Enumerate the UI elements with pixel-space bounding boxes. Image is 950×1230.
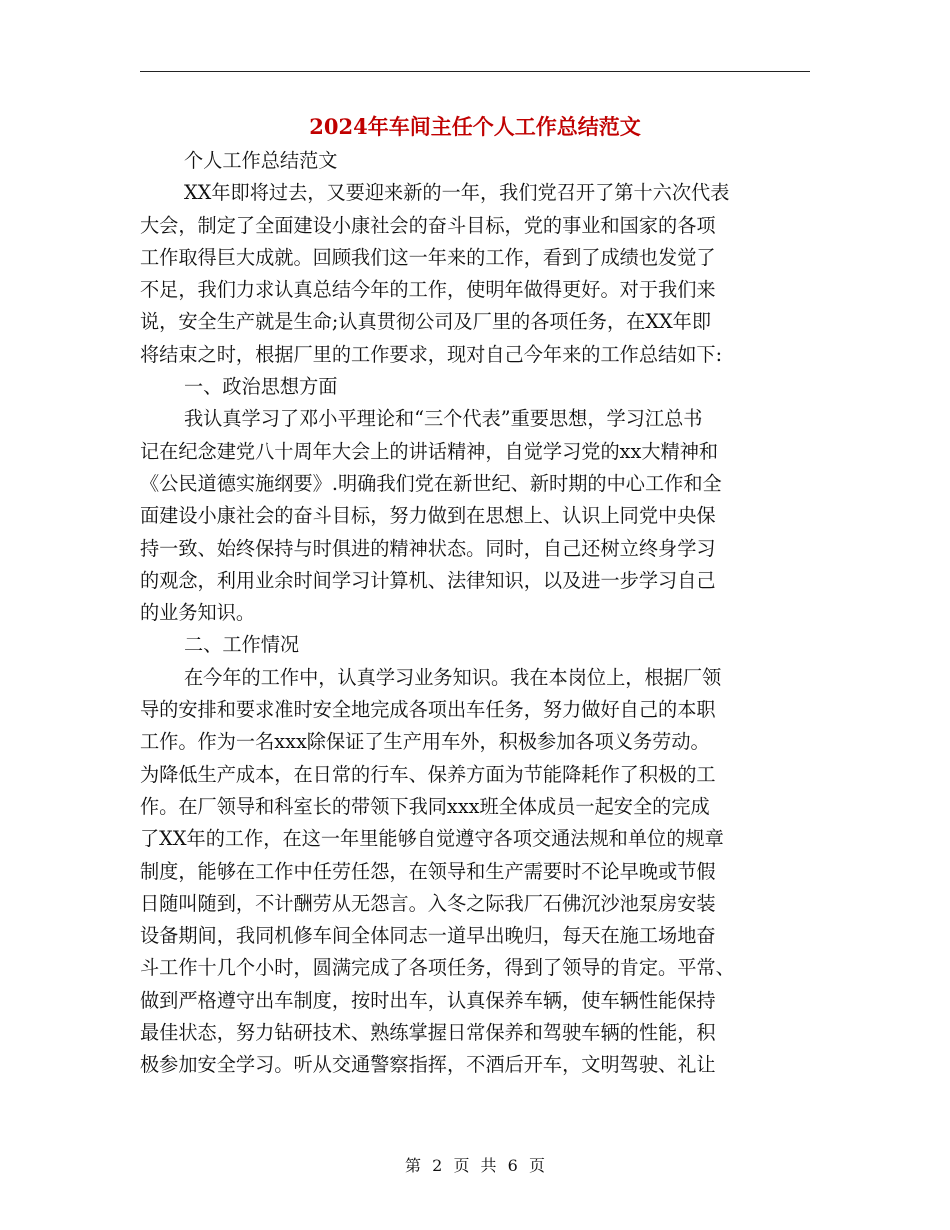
- paragraph-line: 日随叫随到，不计酬劳从无怨言。入冬之际我厂石佛沉沙池泵房安装: [140, 891, 716, 915]
- paragraph-line: 做到严格遵守出车制度，按时出车，认真保养车辆，使车辆性能保持: [140, 988, 716, 1012]
- document-title: 2024年车间主任个人工作总结范文: [309, 114, 641, 139]
- paragraph-line: 说，安全生产就是生命;认真贯彻公司及厂里的各项任务，在XX年即: [140, 310, 712, 334]
- paragraph-line: 为降低生产成本，在日常的行车、保养方面为节能降耗作了积极的工: [140, 762, 716, 786]
- paragraph-line: 的观念，利用业余时间学习计算机、法律知识，以及进一步学习自己: [140, 568, 716, 592]
- subtitle-line: 个人工作总结范文: [184, 149, 338, 172]
- header-rule: [140, 71, 810, 72]
- section-heading: 二、工作情况: [184, 633, 300, 657]
- footer-page-label: 页: [453, 1156, 470, 1175]
- paragraph-line: 最佳状态，努力钻研技术、熟练掌握日常保养和驾驶车辆的性能，积: [140, 1021, 716, 1045]
- section-heading: 一、政治思想方面: [184, 375, 338, 399]
- page-footer: [0, 1154, 950, 1178]
- footer-prefix: 第: [405, 1156, 422, 1175]
- footer-suffix: 页: [528, 1156, 545, 1175]
- paragraph-line: 面建设小康社会的奋斗目标，努力做到在思想上、认识上同党中央保: [140, 504, 716, 528]
- paragraph-line: 了XX年的工作，在这一年里能够自觉遵守各项交通法规和单位的规章: [140, 827, 724, 851]
- paragraph-line: 记在纪念建党八十周年大会上的讲话精神，自觉学习党的xx大精神和: [140, 439, 719, 463]
- paragraph-line: 《公民道德实施纲要》.明确我们党在新世纪、新时期的中心工作和全: [140, 471, 722, 495]
- paragraph-line: 不足，我们力求认真总结今年的工作，使明年做得更好。对于我们来: [140, 278, 716, 302]
- paragraph-line: 设备期间，我同机修车间全体同志一道早出晚归，每天在施工场地奋: [140, 924, 716, 948]
- paragraph-line: 作。在厂领导和科室长的带领下我同xxx班全体成员一起安全的完成: [140, 794, 710, 818]
- paragraph-line: 极参加安全学习。听从交通警察指挥，不酒后开车，文明驾驶、礼让: [140, 1053, 716, 1077]
- paragraph-line: 大会，制定了全面建设小康社会的奋斗目标，党的事业和国家的各项: [140, 213, 716, 237]
- paragraph-line: 工作。作为一名xxx除保证了生产用车外，积极参加各项义务劳动。: [140, 730, 710, 754]
- paragraph-line: 的业务知识。: [140, 601, 256, 625]
- paragraph-line: 在今年的工作中，认真学习业务知识。我在本岗位上，根据厂领: [184, 665, 722, 689]
- paragraph-line: 我认真学习了邓小平理论和“三个代表”重要思想，学习江总书: [184, 407, 703, 431]
- paragraph-line: 制度，能够在工作中任劳任怨，在领导和生产需要时不论早晚或节假: [140, 859, 716, 883]
- footer-total-pages: 6: [507, 1156, 518, 1175]
- paragraph-line: 持一致、始终保持与时俱进的精神状态。同时，自己还树立终身学习: [140, 536, 716, 560]
- paragraph-line: XX年即将过去，又要迎来新的一年，我们党召开了第十六次代表: [184, 181, 730, 205]
- paragraph-line: 将结束之时，根据厂里的工作要求，现对自己今年来的工作总结如下:: [140, 342, 723, 366]
- footer-total-label: 共: [480, 1156, 497, 1175]
- footer-page-number: 2: [432, 1156, 443, 1175]
- paragraph-line: 斗工作十几个小时，圆满完成了各项任务，得到了领导的肯定。平常、: [140, 956, 735, 980]
- paragraph-line: 工作取得巨大成就。回顾我们这一年来的工作，看到了成绩也发觉了: [140, 245, 716, 269]
- paragraph-line: 导的安排和要求准时安全地完成各项出车任务，努力做好自己的本职: [140, 698, 716, 722]
- document-body: [140, 145, 800, 1082]
